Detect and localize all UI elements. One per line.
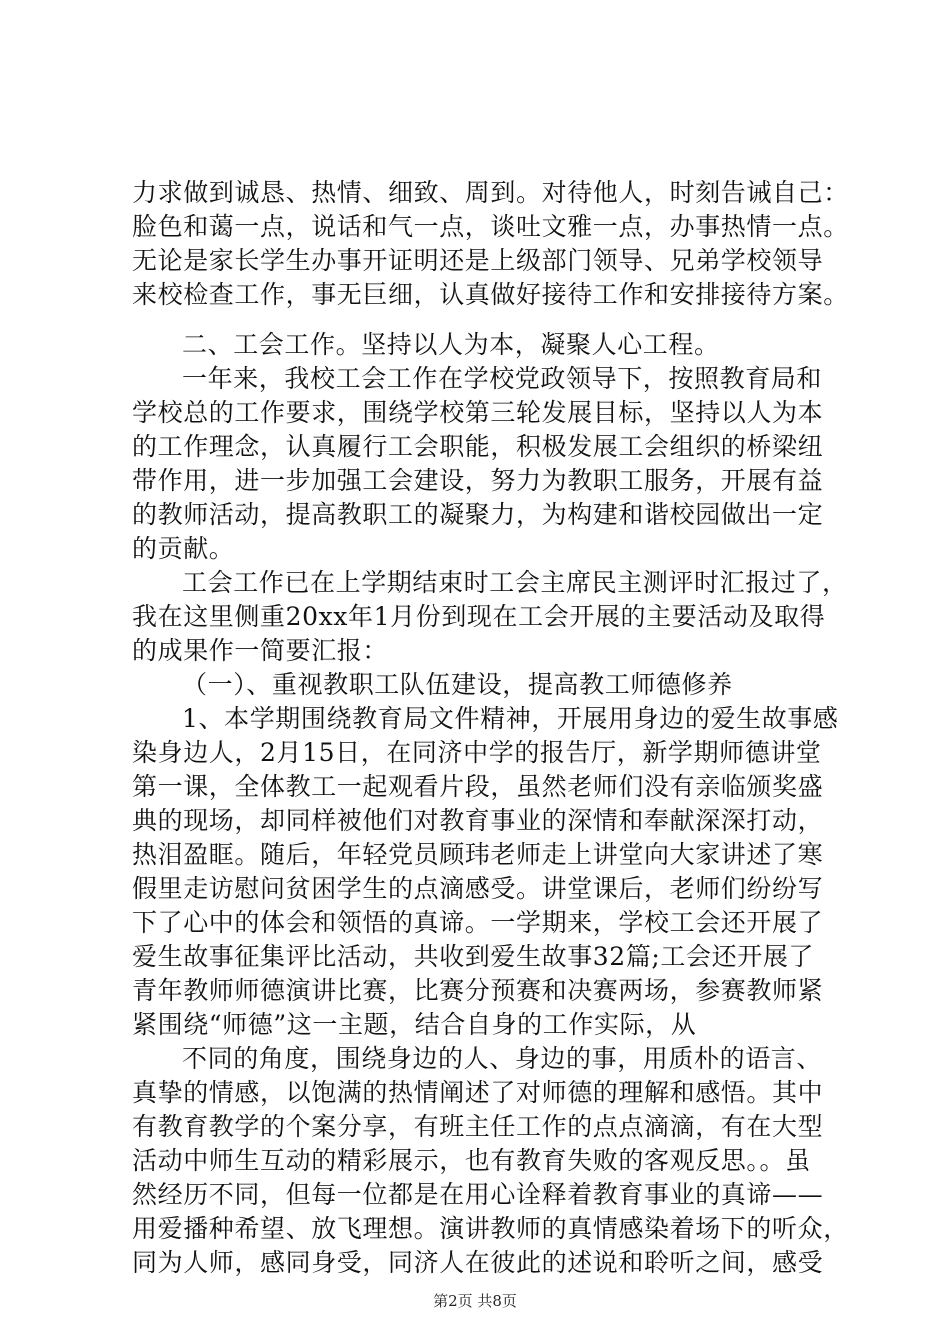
body-text-line: 一年来，我校工会工作在学校党政领导下，按照教育局和	[182, 364, 823, 393]
body-text-line: 爱生故事征集评比活动，共收到爱生故事32篇;工会还开展了	[132, 942, 815, 971]
subsection-heading: （一）、重视教职工队伍建设，提高教工师德修养	[182, 670, 733, 699]
body-text-line: 不同的角度，围绕身边的人、身边的事，用质朴的语言、	[182, 1044, 823, 1073]
body-text-line: 下了心中的体会和领悟的真谛。一学期来，学校工会还开展了	[132, 908, 824, 937]
body-text-line: 真挚的情感，以饱满的热情阐述了对师德的理解和感悟。其中	[132, 1078, 824, 1107]
body-text-line: 紧围绕“师德”这一主题，结合自身的工作实际，从	[132, 1010, 697, 1039]
section-heading: 二、工会工作。坚持以人为本，凝聚人心工程。	[182, 330, 720, 359]
body-text-line: 带作用，进一步加强工会建设，努力为教职工服务，开展有益	[132, 466, 824, 495]
body-text-line: 的成果作一简要汇报：	[132, 636, 389, 665]
body-text-line: 第一课，全体教工一起观看片段，虽然老师们没有亲临颁奖盛	[132, 772, 824, 801]
body-text-line: 同为人师，感同身受，同济人在彼此的述说和聆听之间，感受	[132, 1248, 824, 1277]
body-text-line: 1、本学期围绕教育局文件精神，开展用身边的爱生故事感	[182, 704, 839, 733]
body-text-line: 来校检查工作，事无巨细，认真做好接待工作和安排接待方案。	[132, 280, 849, 309]
body-text-line: 无论是家长学生办事开证明还是上级部门领导、兄弟学校领导	[132, 246, 824, 275]
body-text-line: 然经历不同，但每一位都是在用心诠释着教育事业的真谛——	[132, 1180, 824, 1209]
body-text-line: 学校总的工作要求，围绕学校第三轮发展目标，坚持以人为本	[132, 398, 824, 427]
body-text-line: 的工作理念，认真履行工会职能，积极发展工会组织的桥梁纽	[132, 432, 824, 461]
body-text-line: 脸色和蔼一点，说话和气一点，谈吐文雅一点，办事热情一点。	[132, 212, 849, 241]
body-text-line: 用爱播种希望、放飞理想。演讲教师的真情感染着场下的听众，	[132, 1214, 849, 1243]
body-text-line: 青年教师师德演讲比赛，比赛分预赛和决赛两场，参赛教师紧	[132, 976, 824, 1005]
body-text-line: 热泪盈眶。随后，年轻党员顾玮老师走上讲堂向大家讲述了寒	[132, 840, 824, 869]
body-text-line: 假里走访慰问贫困学生的点滴感受。讲堂课后，老师们纷纷写	[132, 874, 824, 903]
body-text-line: 力求做到诚恳、热情、细致、周到。对待他人，时刻告诫自己：	[132, 178, 849, 207]
body-text-line: 有教育教学的个案分享，有班主任工作的点点滴滴，有在大型	[132, 1112, 824, 1141]
body-text-line: 染身边人，2月15日，在同济中学的报告厅，新学期师德讲堂	[132, 738, 822, 767]
body-text-line: 的贡献。	[132, 534, 235, 563]
body-text-line: 我在这里侧重20xx年1月份到现在工会开展的主要活动及取得	[132, 602, 826, 631]
body-text-line: 活动中师生互动的精彩展示，也有教育失败的客观反思。。虽	[132, 1146, 811, 1175]
page-number-footer: 第2页 共8页	[433, 1292, 517, 1310]
body-text-line: 工会工作已在上学期结束时工会主席民主测评时汇报过了，	[182, 568, 848, 597]
body-text-line: 典的现场，却同样被他们对教育事业的深情和奉献深深打动，	[132, 806, 824, 835]
body-text-line: 的教师活动，提高教职工的凝聚力，为构建和谐校园做出一定	[132, 500, 824, 529]
